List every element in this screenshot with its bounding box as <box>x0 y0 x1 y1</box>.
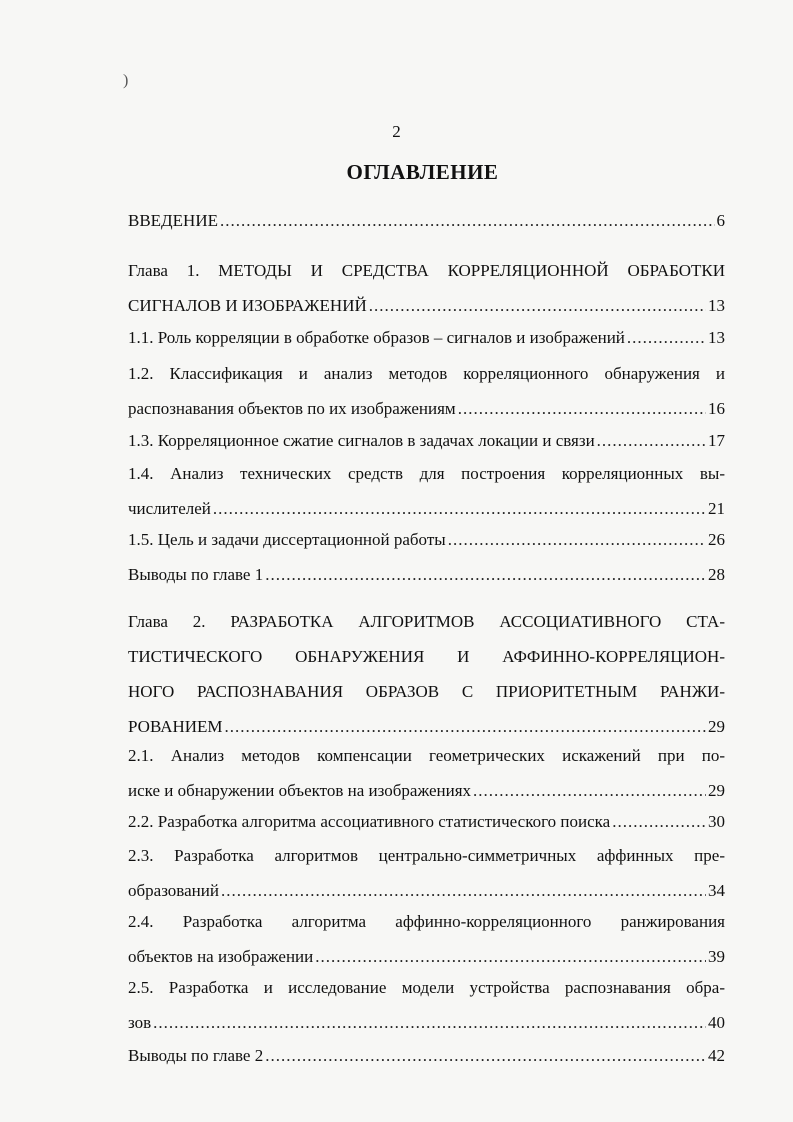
toc-entry-title: ВВЕДЕНИЕ <box>128 211 218 230</box>
toc-entry-1-1[interactable] <box>128 320 725 355</box>
dot-leader <box>153 1005 706 1040</box>
page-title: ОГЛАВЛЕНИЕ <box>346 160 499 184</box>
toc-entry-title: объектов на изображении <box>128 947 314 966</box>
toc-entry-2-5[interactable] <box>128 970 725 1040</box>
toc-entry-1-5[interactable] <box>128 522 725 557</box>
dot-leader <box>448 522 706 557</box>
toc-entry-2-4[interactable] <box>128 904 725 974</box>
toc-entry-title-line: 1.2. Классификация и анализ методов корреляционного обнаружения и <box>128 364 725 383</box>
toc-page-number: 16 <box>708 399 725 418</box>
toc-entry-title: 1.1. Роль корреляции в обработке образов – сигналов и изображений <box>128 328 625 347</box>
toc-page-number: 13 <box>708 296 725 315</box>
toc-entry-title: РОВАНИЕМ <box>128 717 223 736</box>
toc-page-number: 42 <box>708 1046 725 1065</box>
toc-entry-1-4[interactable] <box>128 456 725 526</box>
toc-entry-title: иске и обнаружении объектов на изображениях <box>128 781 472 800</box>
toc-entry-title: распознавания объектов по их изображениям <box>128 399 456 418</box>
toc-entry-chapter-2[interactable] <box>128 604 725 744</box>
toc-entry-title: 2.2. Разработка алгоритма ассоциативного статистического поиска <box>128 812 611 831</box>
toc-entry-title-line: 2.3. Разработка алгоритмов центрально-симметричных аффинных пре- <box>128 846 725 865</box>
toc-entry-introduction[interactable] <box>128 203 725 238</box>
toc-page-number: 29 <box>708 781 725 800</box>
toc-entry-title-line: НОГО РАСПОЗНАВАНИЯ ОБРАЗОВ С ПРИОРИТЕТНЫМ РАНЖИ- <box>128 682 725 701</box>
dot-leader <box>597 423 706 458</box>
toc-entry-2-1[interactable] <box>128 738 725 808</box>
toc-entry-title-line: 2.1. Анализ методов компенсации геометрических искажений при по- <box>128 746 725 765</box>
toc-entry-title-line: ТИСТИЧЕСКОГО ОБНАРУЖЕНИЯ И АФФИННО-КОРРЕЛЯЦИОН- <box>128 647 725 666</box>
toc-entry-title: Выводы по главе 2 <box>128 1046 264 1065</box>
scan-mark: ) <box>123 72 129 89</box>
dot-leader <box>627 320 706 355</box>
toc-entry-title-line: Глава 1. МЕТОДЫ И СРЕДСТВА КОРРЕЛЯЦИОННОЙ ОБРАБОТКИ <box>128 261 725 280</box>
toc-page-number: 39 <box>708 947 725 966</box>
dot-leader <box>265 1038 706 1073</box>
toc-entry-title-line: Глава 2. РАЗРАБОТКА АЛГОРИТМОВ АССОЦИАТИВНОГО СТА- <box>128 612 725 631</box>
dot-leader <box>458 391 706 426</box>
toc-page-number: 34 <box>708 881 725 900</box>
toc-page-number: 6 <box>716 211 725 230</box>
toc-page-number: 21 <box>708 499 725 518</box>
toc-entry-title-line: 2.4. Разработка алгоритма аффинно-корреляционного ранжирования <box>128 912 725 931</box>
toc-page-number: 30 <box>708 812 725 831</box>
toc-page-number: 40 <box>708 1013 725 1032</box>
toc-entry-title: 1.5. Цель и задачи диссертационной работы <box>128 530 446 549</box>
toc-entry-title: образований <box>128 881 219 900</box>
toc-entry-title-line: 2.5. Разработка и исследование модели устройства распознавания обра- <box>128 978 725 997</box>
toc-entry-title-line: 1.4. Анализ технических средств для построения корреляционных вы- <box>128 464 725 483</box>
toc-page-number: 28 <box>708 565 725 584</box>
dot-leader <box>265 557 706 592</box>
toc-entry-title: Выводы по главе 1 <box>128 565 264 584</box>
dot-leader <box>220 203 715 238</box>
toc-entry-2-2[interactable] <box>128 804 725 839</box>
toc-page-number: 26 <box>708 530 725 549</box>
dot-leader <box>473 773 706 808</box>
toc-entry-2-3[interactable] <box>128 838 725 908</box>
dot-leader <box>315 939 706 974</box>
page-number: 2 <box>392 122 401 141</box>
toc-entry-1-2[interactable] <box>128 356 725 426</box>
dot-leader <box>221 873 706 908</box>
toc-entry-title: зов <box>128 1013 152 1032</box>
toc-entry-conclusions-1[interactable] <box>128 557 725 592</box>
toc-entry-conclusions-2[interactable] <box>128 1038 725 1073</box>
toc-page-number: 17 <box>708 431 725 450</box>
toc-entry-title: 1.3. Корреляционное сжатие сигналов в задачах локации и связи <box>128 431 595 450</box>
dot-leader <box>369 288 706 323</box>
toc-page-number: 29 <box>708 717 725 736</box>
dot-leader <box>213 491 706 526</box>
toc-entry-chapter-1[interactable] <box>128 253 725 323</box>
toc-page-number: 13 <box>708 328 725 347</box>
toc-entry-title: числителей <box>128 499 211 518</box>
toc-entry-1-3[interactable] <box>128 423 725 458</box>
dot-leader <box>612 804 706 839</box>
toc-entry-title: СИГНАЛОВ И ИЗОБРАЖЕНИЙ <box>128 296 367 315</box>
